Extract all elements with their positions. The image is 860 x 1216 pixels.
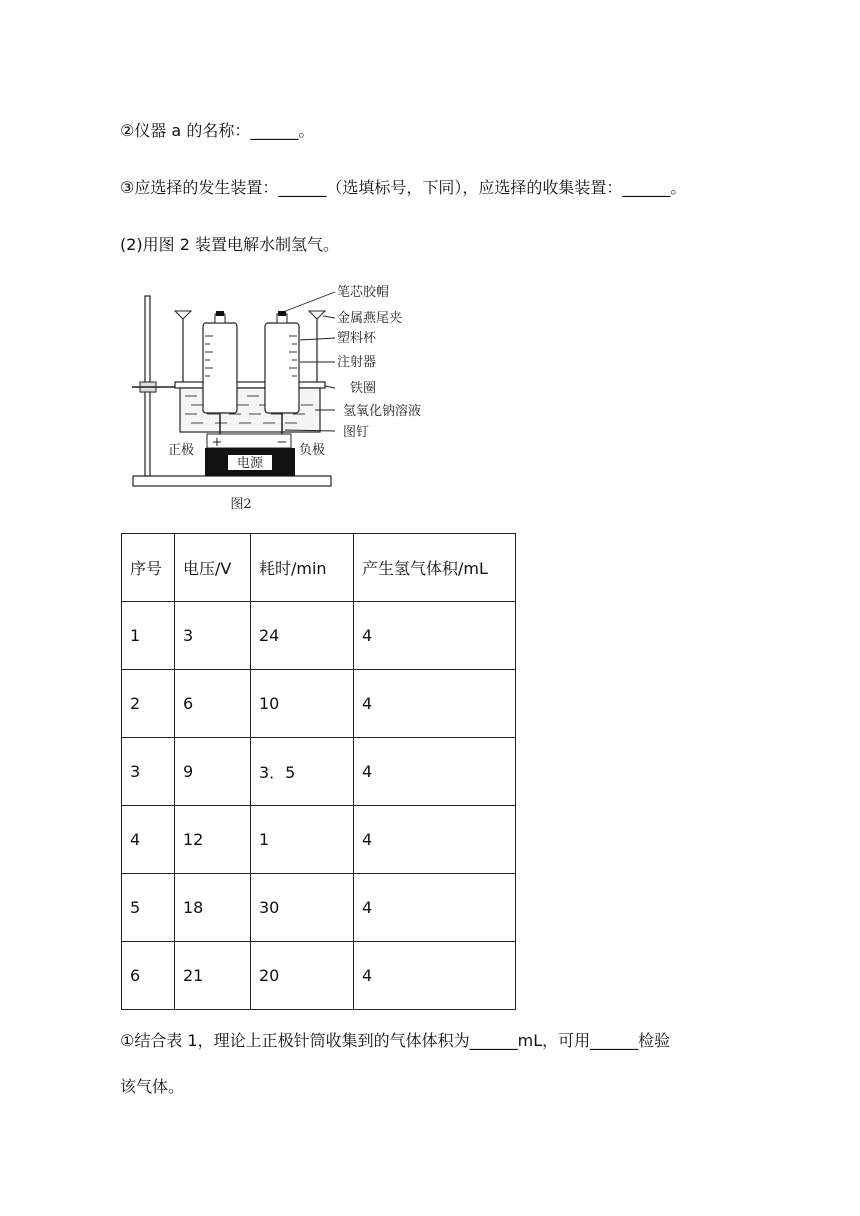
table-row <box>122 670 516 738</box>
table-header: 电压/V <box>175 534 251 602</box>
table-cell: 1 <box>122 602 175 670</box>
table-cell: 4 <box>354 738 516 806</box>
stand-base <box>133 476 331 486</box>
table-cell: 6 <box>175 670 251 738</box>
positive-electrode-label: 正极 <box>168 443 195 458</box>
part-2-heading: (2)用图 2 装置电解水制氢气。 <box>120 235 340 254</box>
table-cell: 10 <box>251 670 354 738</box>
data-table <box>121 533 516 1010</box>
binder-clip-left <box>175 311 191 319</box>
table-cell: 20 <box>251 942 354 1010</box>
question-gas-volume-cont: 该气体。 <box>120 1077 185 1096</box>
table-cell: 24 <box>251 602 354 670</box>
table-cell: 4 <box>122 806 175 874</box>
label-iron-ring: 铁圈 <box>350 381 377 396</box>
label-pen-cap: 笔芯胶帽 <box>337 285 390 300</box>
table-cell: 1 <box>251 806 354 874</box>
minus-sign: − <box>276 435 288 450</box>
pen-cap-left <box>216 311 224 316</box>
table-row <box>122 806 516 874</box>
table-row <box>122 738 516 806</box>
iron-ring <box>175 382 325 388</box>
table-cell: 9 <box>175 738 251 806</box>
table-cell: 4 <box>354 806 516 874</box>
label-naoh-solution: 氢氧化钠溶液 <box>343 404 422 419</box>
table-header: 耗时/min <box>251 534 354 602</box>
table-cell: 3 <box>122 738 175 806</box>
label-binder-clip: 金属燕尾夹 <box>337 311 403 326</box>
table-cell: 4 <box>354 874 516 942</box>
table-cell: 4 <box>354 670 516 738</box>
figure-caption: 图2 <box>230 497 252 512</box>
table-cell: 21 <box>175 942 251 1010</box>
binder-clip-right <box>309 311 325 319</box>
table-row <box>122 874 516 942</box>
table-cell: 3 <box>175 602 251 670</box>
table-header-row <box>122 534 516 602</box>
power-label: 电源 <box>236 456 264 471</box>
table-cell: 30 <box>251 874 354 942</box>
table-cell: 4 <box>354 942 516 1010</box>
plus-sign: + <box>211 435 223 450</box>
table-header: 序号 <box>122 534 175 602</box>
negative-electrode-label: 负极 <box>299 443 326 458</box>
table-cell: 12 <box>175 806 251 874</box>
table-cell: 4 <box>354 602 516 670</box>
label-syringe: 注射器 <box>337 355 377 370</box>
label-plastic-cup: 塑料杯 <box>337 331 377 346</box>
table-cell: 3．5 <box>251 738 354 806</box>
table-cell: 5 <box>122 874 175 942</box>
question-device-selection: ③应选择的发生装置：______（选填标号，下同），应选择的收集装置：______。 <box>120 178 687 197</box>
table-cell: 18 <box>175 874 251 942</box>
question-instrument-name: ②仪器 a 的名称：______。 <box>120 121 315 140</box>
electrolysis-apparatus-figure <box>125 278 445 518</box>
question-gas-volume: ①结合表 1，理论上正极针筒收集到的气体体积为______mL，可用______检验 <box>120 1031 671 1050</box>
table-header: 产生氢气体积/mL <box>354 534 516 602</box>
label-pin: 图钉 <box>343 425 370 440</box>
table-cell: 2 <box>122 670 175 738</box>
table-row <box>122 602 516 670</box>
table-cell: 6 <box>122 942 175 1010</box>
table-row <box>122 942 516 1010</box>
